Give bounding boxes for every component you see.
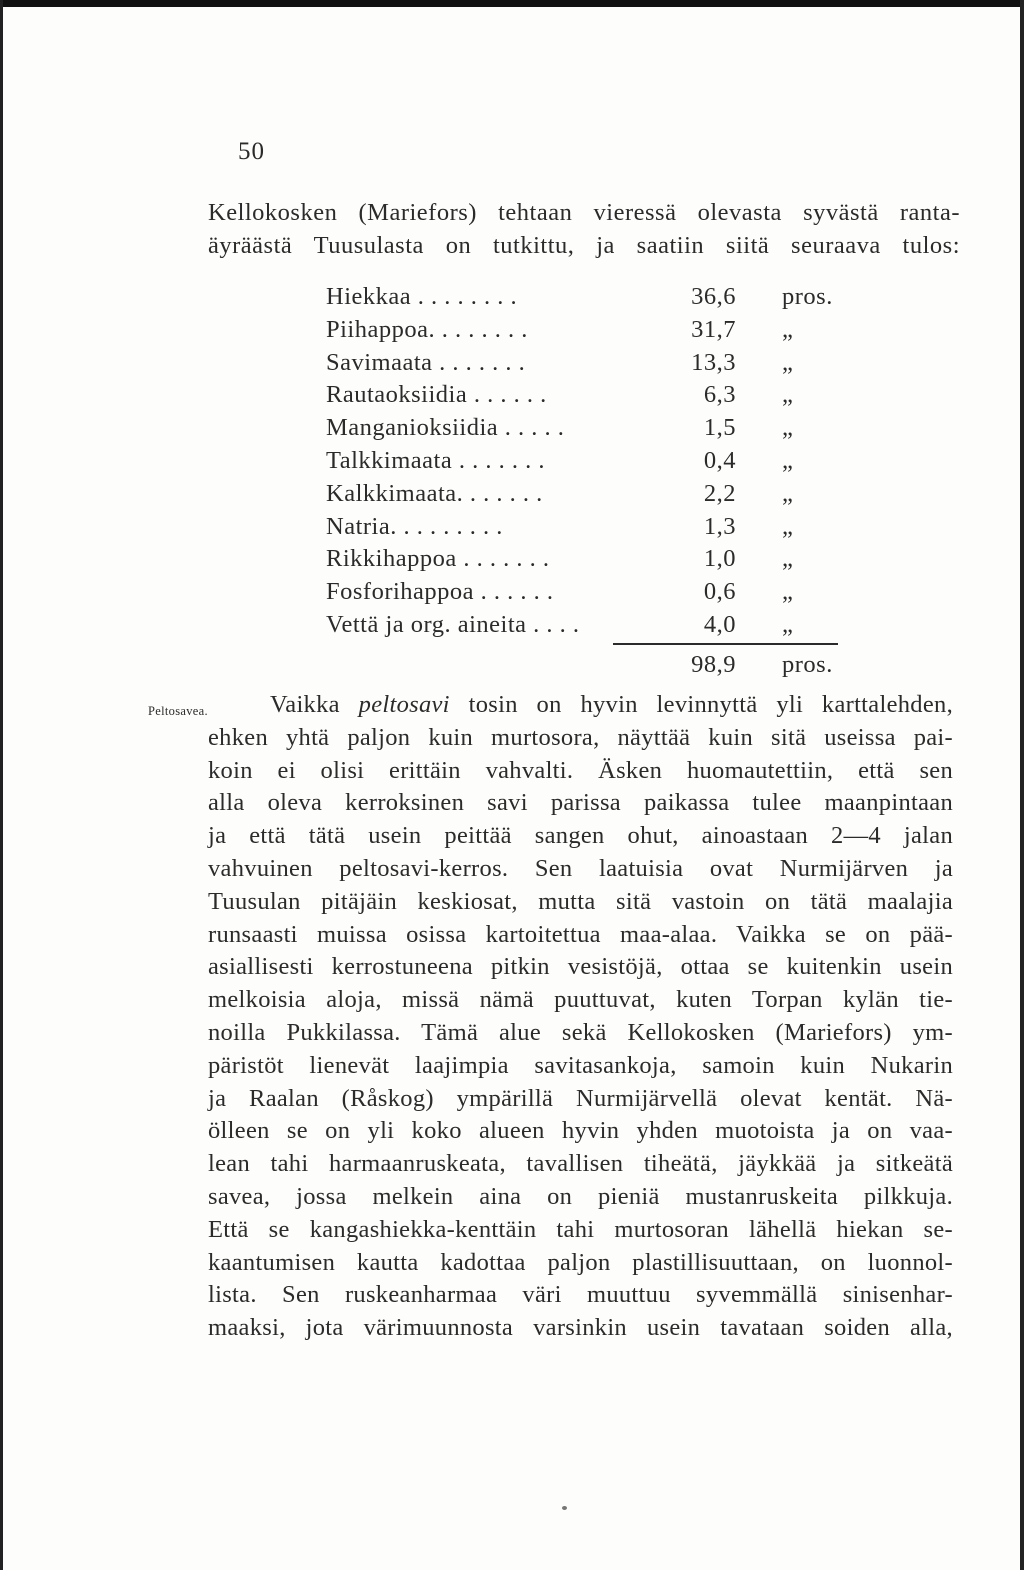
analysis-value: 6,3 [703,381,736,409]
body-line: vahvuinen peltosavi-kerros. Sen laatuisia ovat Nurmijärven ja [208,854,953,882]
analysis-row [326,511,866,544]
analysis-row [326,314,866,347]
body-line: alla oleva kerroksinen savi parissa paikassa tulee maanpintaan [208,789,953,817]
body-line: Vaikka peltosavi tosin on hyvin levinnyttä yli karttalehden, [270,691,953,718]
analysis-value: 1,0 [703,545,736,573]
analysis-row [326,445,866,478]
page-number: 50 [238,138,265,165]
analysis-unit: pros. [782,283,833,310]
analysis-unit: „ [782,315,794,343]
body-line: lista. Sen ruskeanharmaa väri muuttuu syvemmällä sinisenhar- [208,1281,953,1309]
analysis-unit: „ [782,348,794,376]
analysis-value: 0,4 [703,446,736,474]
total-unit: pros. [782,651,833,678]
analysis-row [326,379,866,412]
analysis-label: Kalkkimaata. . . . . . . [326,479,543,507]
total-value: 98,9 [691,651,736,678]
analysis-value: 13,3 [691,348,736,376]
analysis-value: 2,2 [703,479,736,507]
print-speck [562,1506,567,1510]
body-line: noilla Pukkilassa. Tämä alue sekä Kellokosken (Mariefors) ym- [208,1018,953,1046]
analysis-label: Savimaata . . . . . . . [326,348,526,376]
analysis-value: 0,6 [703,578,736,606]
scan-border-right [1020,0,1024,1570]
analysis-value: 4,0 [703,610,736,638]
analysis-unit: „ [782,479,794,507]
analysis-value: 1,5 [703,414,736,442]
analysis-label: Rautaoksiidia . . . . . . [326,381,547,409]
analysis-value: 31,7 [691,315,736,343]
analysis-row [326,609,866,642]
intro-line: äyräästä Tuusulasta on tutkittu, ja saatiin siitä seuraava tulos: [208,232,960,259]
body-line: päristöt lienevät laajimpia savitasankoja, samoin kuin Nukarin [208,1051,953,1079]
margin-note: Peltosavea. [148,704,208,718]
analysis-row [326,543,866,576]
body-line: lean tahi harmaanruskeata, tavallisen tiheätä, jäykkää ja sitkeätä [208,1150,953,1178]
body-line: Tuusulan pitäjäin keskiosat, mutta sitä vastoin on tätä maalajia [208,887,953,915]
body-line: Että se kangashiekka-kenttäin tahi murtosoran lähellä hiekan se- [208,1215,953,1243]
analysis-value: 36,6 [691,283,736,310]
analysis-row [326,347,866,380]
intro-paragraph [208,196,960,262]
analysis-row [326,281,866,314]
body-line: ja että tätä usein peittää sangen ohut, ainoastaan 2—4 jalan [208,822,953,850]
analysis-unit: „ [782,446,794,474]
analysis-row [326,576,866,609]
analysis-label: Natria. . . . . . . . . [326,512,503,540]
body-line: ja Raalan (Råskog) ympärillä Nurmijärvellä olevat kentät. Nä- [208,1084,953,1112]
body-line: asiallisesti kerrostuneena pitkin vesistöjä, ottaa se kuitenkin usein [208,953,953,981]
analysis-unit: „ [782,578,794,606]
body-line: savea, jossa melkein aina on pieniä mustanruskeita pilkkuja. [208,1182,953,1210]
analysis-label: Talkkimaata . . . . . . . [326,446,545,474]
analysis-unit: „ [782,512,794,540]
analysis-label: Piihappoa. . . . . . . . [326,315,528,343]
analysis-label: Fosforihappoa . . . . . . [326,578,554,606]
analysis-unit: „ [782,610,794,638]
body-line: maaksi, jota värimuunnosta varsinkin usein tavataan soiden alla, [208,1314,953,1342]
analysis-label: Rikkihappoa . . . . . . . [326,545,550,573]
analysis-label: Vettä ja org. aineita . . . . [326,610,580,638]
analysis-unit: „ [782,545,794,573]
body-line: ehken yhtä paljon kuin murtosora, näyttää kuin sitä useissa pai- [208,723,953,751]
analysis-label: Hiekkaa . . . . . . . . [326,283,518,310]
emphasized-term: peltosavi [358,691,450,718]
analysis-row [326,478,866,511]
intro-line: Kellokosken (Mariefors) tehtaan vieressä olevasta syvästä ranta- [208,199,960,226]
body-line: kaantumisen kautta kadottaa paljon plastillisuuttaan, on luonnol- [208,1248,953,1276]
analysis-row [326,412,866,445]
scan-border-top [0,0,1024,7]
body-line: koin ei olisi erittäin vahvalti. Äsken huomautettiin, että sen [208,756,953,784]
analysis-unit: „ [782,414,794,442]
analysis-total [326,649,866,682]
scan-border-left [0,0,3,1570]
body-line: ölleen se on yli koko alueen hyvin yhden muotoista ja on vaa- [208,1117,953,1145]
analysis-value: 1,3 [703,512,736,540]
body-paragraph [208,689,953,1345]
body-line: melkoisia aloja, missä nämä puuttuvat, kuten Torpan kylän tie- [208,986,953,1014]
analysis-unit: „ [782,381,794,409]
body-line: runsaasti muissa osissa kartoitettua maa-alaa. Vaikka se on pää- [208,920,953,948]
sum-rule [613,643,838,645]
analysis-label: Manganioksiidia . . . . . [326,414,565,442]
soil-analysis-table [326,281,866,642]
